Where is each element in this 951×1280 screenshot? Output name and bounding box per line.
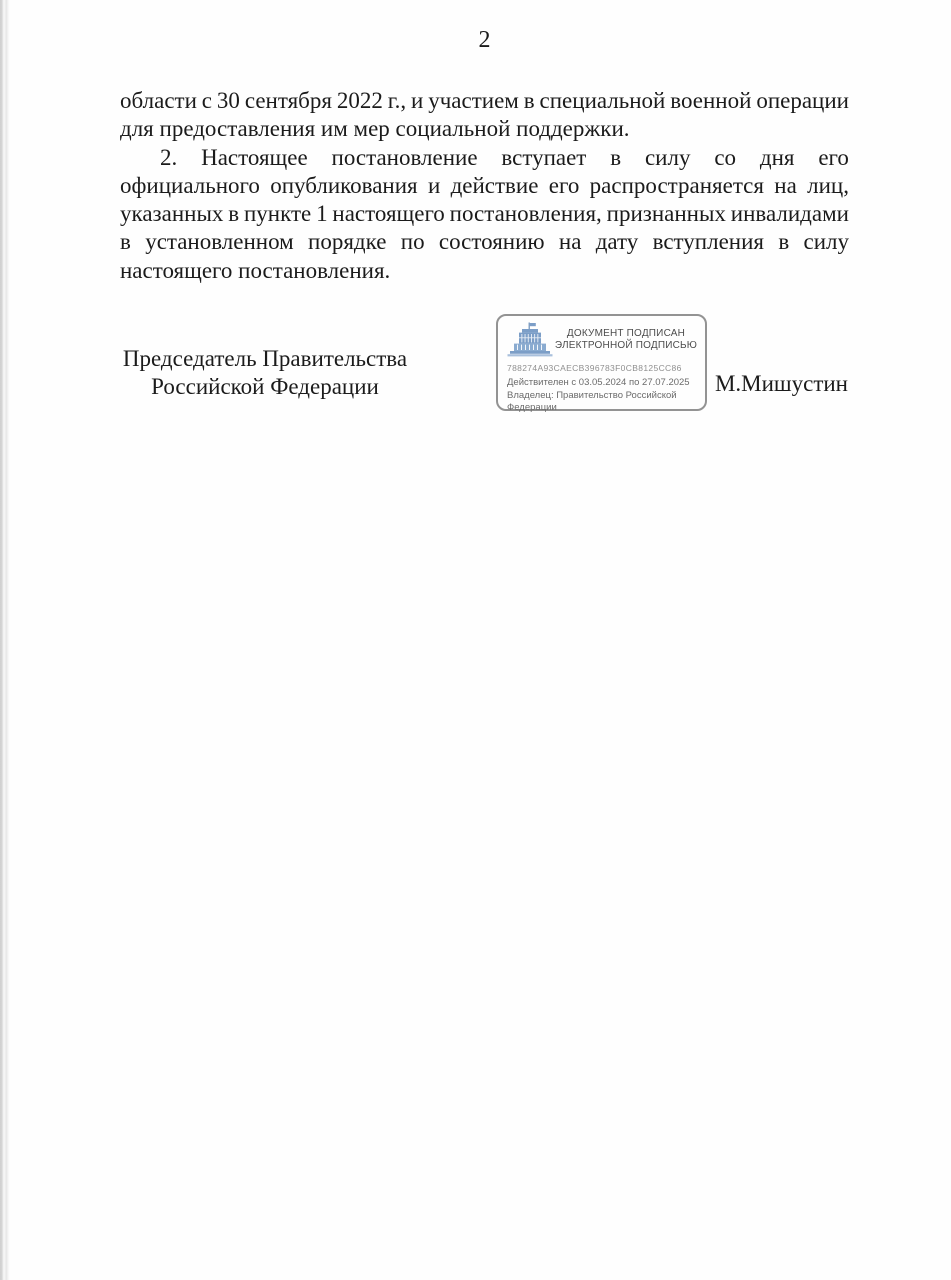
stamp-title-line: ЭЛЕКТРОННОЙ ПОДПИСЬЮ (554, 340, 698, 351)
scan-edge (0, 0, 10, 1280)
signatory-title-line: Председатель Правительства (122, 346, 408, 371)
certificate-owner: Владелец: Правительство Российской (507, 389, 677, 401)
signatory-title (112, 345, 418, 402)
page-number: 2 (478, 27, 491, 53)
certificate-number: 788274A93CAECB396783F0CB8125CC86 (507, 363, 682, 373)
stamp-title (553, 328, 699, 353)
paragraph-line: 2. Настоящее постановление вступает в силу со дня его (160, 144, 849, 170)
document-body (120, 87, 849, 285)
government-building-icon (507, 322, 553, 358)
paragraph-line: области с 30 сентября 2022 г., и участием в специальной военной операции (120, 88, 849, 113)
stamp-title-line: ДОКУМЕНТ ПОДПИСАН (566, 327, 686, 339)
signatory-name: М.Мишустин (714, 371, 848, 396)
paragraph-line: для предоставления им мер социальной поддержки. (120, 116, 630, 142)
certificate-validity: Действителен с 03.05.2024 по 27.07.2025 (507, 377, 690, 388)
paragraph-line: официального опубликования и действие его распространяется на лиц, (120, 172, 849, 198)
certificate-owner: Федерации (507, 402, 557, 413)
signatory-title-line: Российской Федерации (151, 374, 379, 400)
stamp-header (498, 316, 705, 358)
paragraph-line: настоящего постановления. (120, 257, 391, 283)
paragraph-line: указанных в пункте 1 настоящего постановления, признанных инвалидами (120, 201, 849, 227)
paragraph-line: в установленном порядке по состоянию на дату вступления в силу (120, 229, 849, 255)
electronic-signature-stamp (496, 314, 707, 411)
